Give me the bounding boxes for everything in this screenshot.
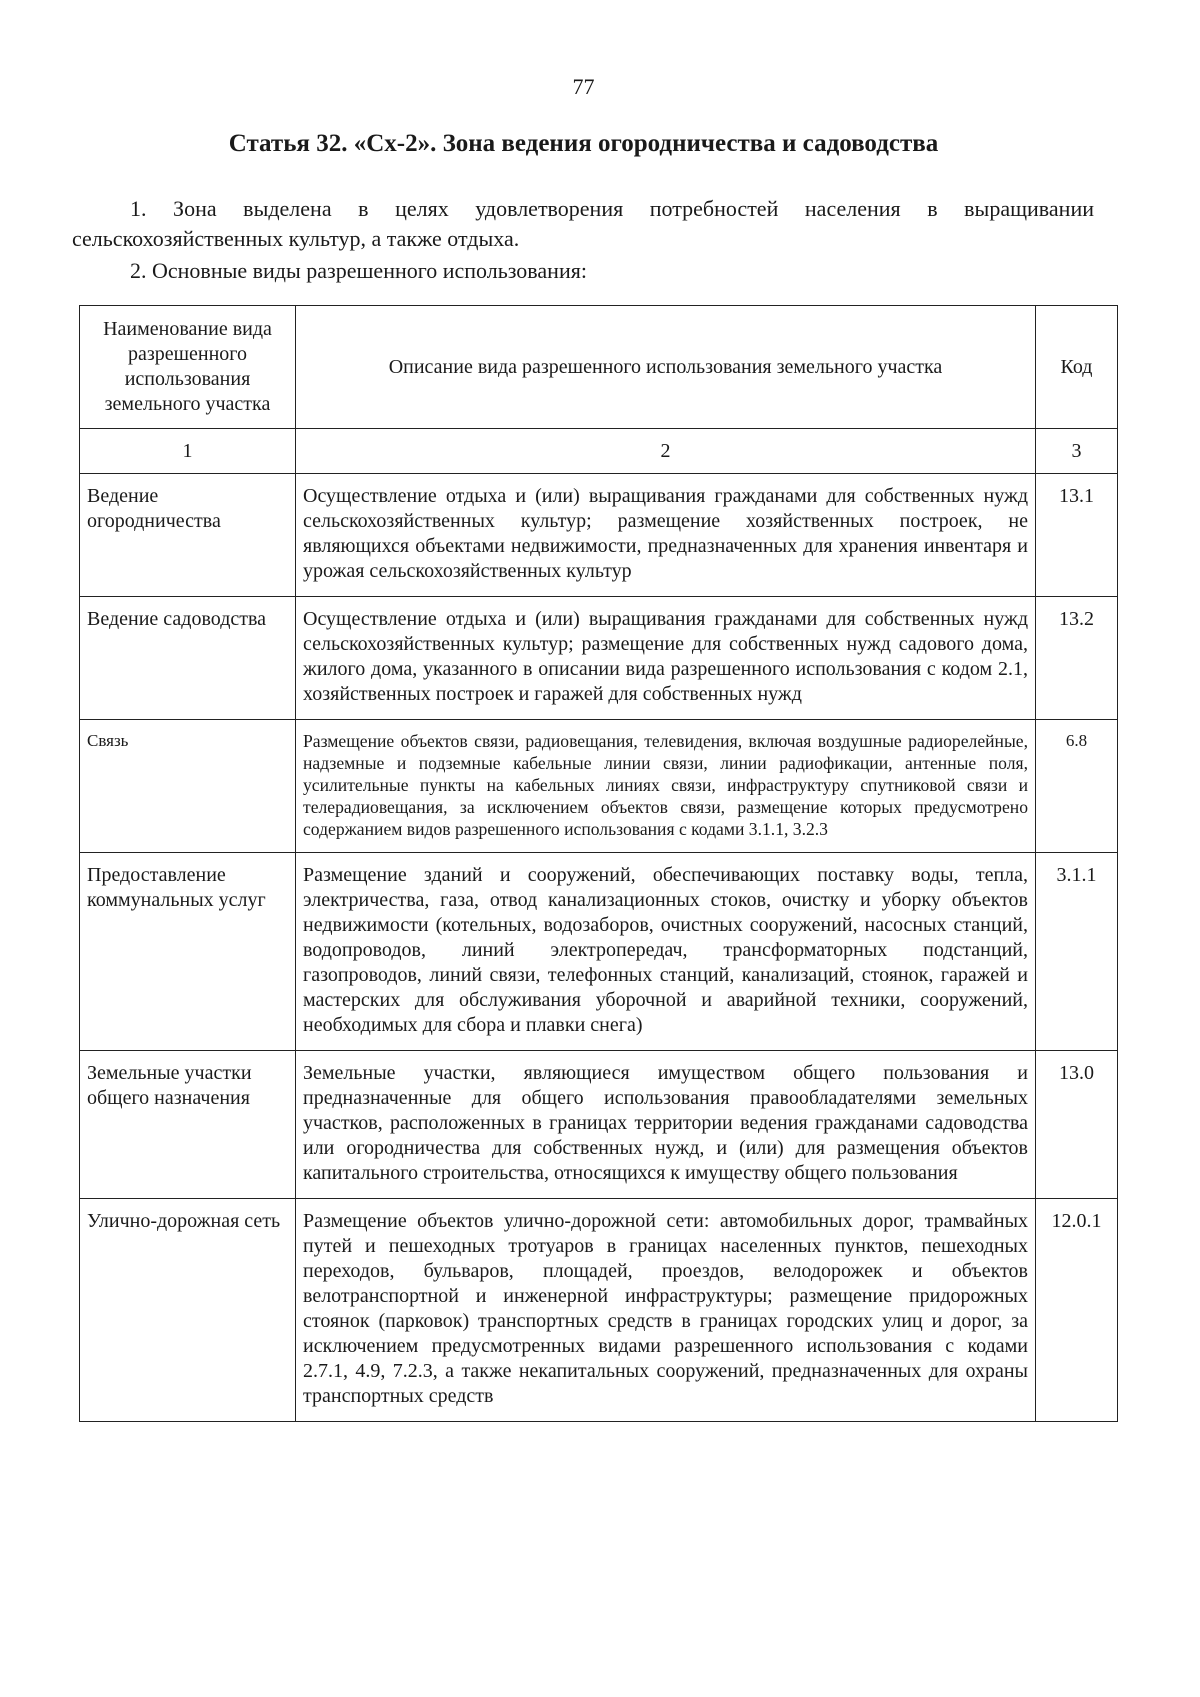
- use-description-cell: Осуществление отдыха и (или) выращивания гражданами для собственных нужд сельскохозяйственных культур; размещение хозяйственных построек, не являющихся объектами недвижимости, предназначенных для хранения инвентаря и урожая сельскохозяйственных культур: [296, 474, 1036, 597]
- column-number-3: 3: [1036, 429, 1118, 474]
- use-code-cell: 13.2: [1036, 597, 1118, 720]
- use-code-cell: 13.1: [1036, 474, 1118, 597]
- page-number: 77: [572, 74, 595, 99]
- permitted-use-table: [79, 305, 1118, 1422]
- column-number-1: 1: [80, 429, 296, 474]
- table-row: [80, 474, 1118, 597]
- use-code-cell: 6.8: [1036, 720, 1118, 853]
- use-name-cell: Связь: [80, 720, 296, 853]
- use-code-cell: 13.0: [1036, 1051, 1118, 1199]
- article-title: Статья 32. «Сх-2». Зона ведения огородничества и садоводства: [228, 130, 939, 157]
- table-row: [80, 853, 1118, 1051]
- use-name-cell: Земельные участки общего назначения: [80, 1051, 296, 1199]
- column-number-2: 2: [296, 429, 1036, 474]
- header-code: Код: [1036, 306, 1118, 429]
- paragraph-zone-purpose: 1. Зона выделена в целях удовлетворения потребностей населения в выращивании сельскохозяйственных культур, а также отдыха.: [72, 196, 1094, 251]
- table-row: [80, 1199, 1118, 1422]
- use-description-cell: Размещение объектов улично-дорожной сети: автомобильных дорог, трамвайных путей и пешеходных тротуаров в границах населенных пунктов, пешеходных переходов, бульваров, площадей, проездов, велодорожек и объектов велотранспортной и инженерной инфраструктуры; размещение придорожных стоянок (парковок) транспортных средств в границах городских улиц и дорог, за исключением предусмотренных видами разрешенного использования с кодами 2.7.1, 4.9, 7.2.3, а также некапитальных сооружений, предназначенных для охраны транспортных средств: [296, 1199, 1036, 1422]
- use-description-cell: Земельные участки, являющиеся имуществом общего пользования и предназначенные для общего использования правообладателями земельных участков, расположенных в границах территории ведения гражданами садоводства или огородничества для собственных нужд, и (или) для размещения объектов капитального строительства, относящихся к имуществу общего пользования: [296, 1051, 1036, 1199]
- table-row: [80, 720, 1118, 853]
- use-code-cell: 12.0.1: [1036, 1199, 1118, 1422]
- table-row: [80, 1051, 1118, 1199]
- use-name-cell: Предоставление коммунальных услуг: [80, 853, 296, 1051]
- table-row: [80, 597, 1118, 720]
- use-code-cell: 3.1.1: [1036, 853, 1118, 1051]
- use-name-cell: Ведение садоводства: [80, 597, 296, 720]
- table-header-row: [80, 306, 1118, 429]
- header-use-description: Описание вида разрешенного использования земельного участка: [296, 306, 1036, 429]
- paragraph-main-uses-intro: 2. Основные виды разрешенного использования:: [130, 258, 587, 283]
- use-description-cell: Осуществление отдыха и (или) выращивания гражданами для собственных нужд сельскохозяйственных культур; размещение для собственных нужд садового дома, жилого дома, указанного в описании вида разрешенного использования с кодом 2.1, хозяйственных построек и гаражей для собственных нужд: [296, 597, 1036, 720]
- use-description-cell: Размещение объектов связи, радиовещания, телевидения, включая воздушные радиорелейные, надземные и подземные кабельные линии связи, линии радиофикации, антенные поля, усилительные пункты на кабельных линиях связи, инфраструктуру спутниковой связи и телерадиовещания, за исключением объектов связи, размещение которых предусмотрено содержанием видов разрешенного использования с кодами 3.1.1, 3.2.3: [296, 720, 1036, 853]
- table-column-numbers-row: [80, 429, 1118, 474]
- use-description-cell: Размещение зданий и сооружений, обеспечивающих поставку воды, тепла, электричества, газа, отвод канализационных стоков, очистку и уборку объектов недвижимости (котельных, водозаборов, очистных сооружений, насосных станций, водопроводов, линий электропередач, трансформаторных подстанций, газопроводов, линий связи, телефонных станций, канализаций, стоянок, гаражей и мастерских для обслуживания уборочной и аварийной техники, сооружений, необходимых для сбора и плавки снега): [296, 853, 1036, 1051]
- use-name-cell: Ведение огородничества: [80, 474, 296, 597]
- use-name-cell: Улично-дорожная сеть: [80, 1199, 296, 1422]
- header-use-name: Наименование вида разрешенного использования земельного участка: [80, 306, 296, 429]
